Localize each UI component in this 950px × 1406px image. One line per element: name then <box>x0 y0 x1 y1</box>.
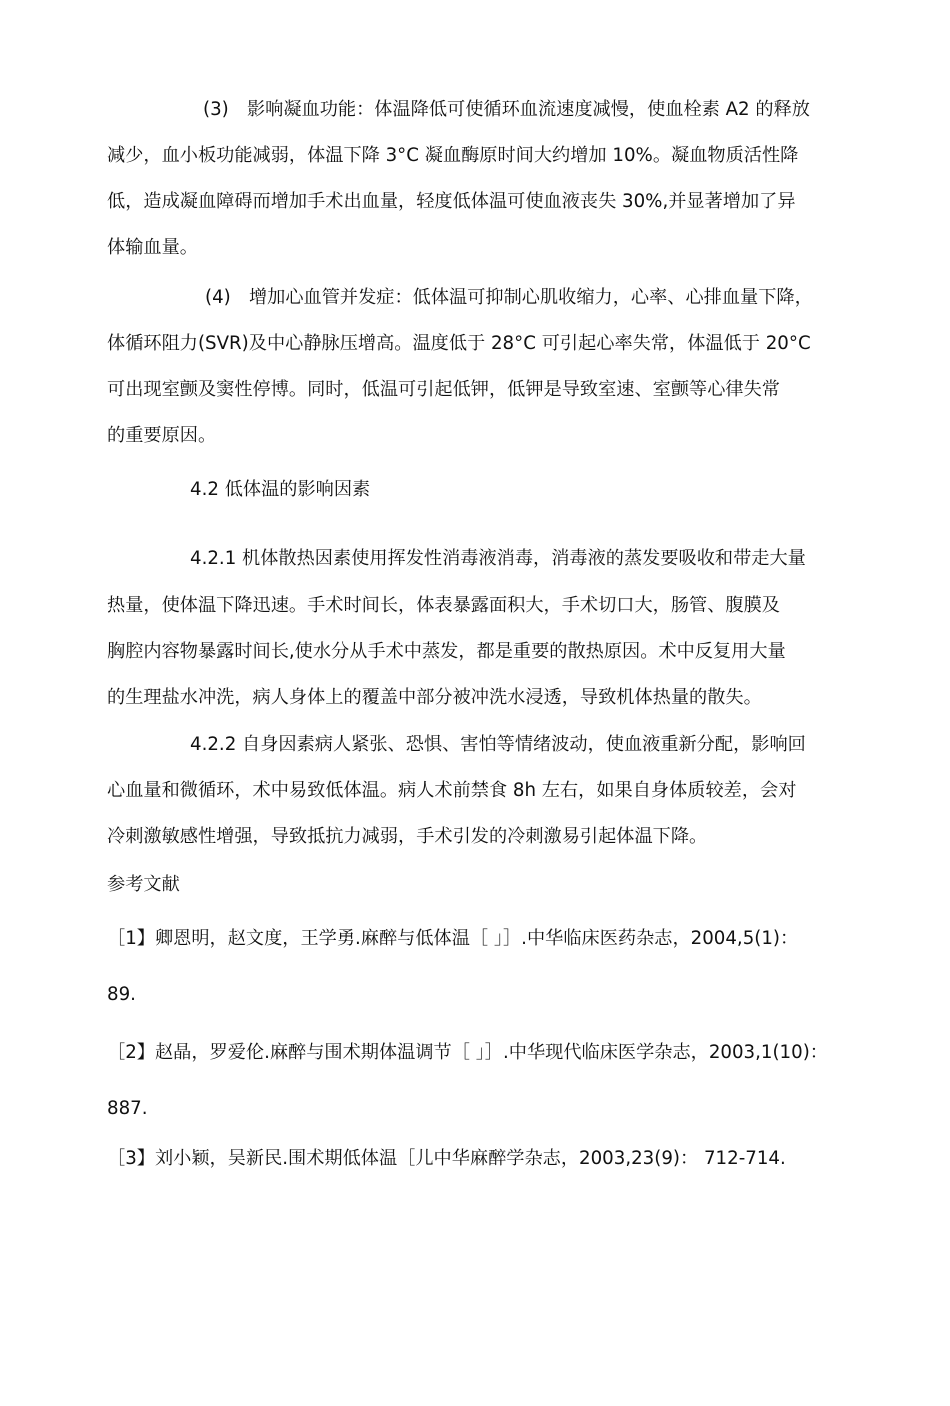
paragraph-421-line-3: 胸腔内容物暴露时间长,使水分从手术中蒸发，都是重要的散热原因。术中反复用大量 <box>107 641 786 662</box>
reference-1-line-2: 89. <box>107 984 136 1005</box>
paragraph-422-line-3: 冷刺激敏感性增强，导致抵抗力减弱，手术引发的冷刺激易引起体温下降。 <box>107 826 708 847</box>
paragraph-4-line-3: 可出现室颤及窦性停博。同时，低温可引起低钾，低钾是导致室速、室颤等心律失常 <box>107 379 780 400</box>
paragraph-4-line-2: 体循环阻力(SVR)及中心静脉压增高。温度低于 28°C 可引起心率失常，体温低于 20°C <box>107 333 811 354</box>
paragraph-3-line-2: 减少，血小板功能减弱，体温下降 3°C 凝血酶原时间大约增加 10%。凝血物质活性降 <box>107 145 799 166</box>
reference-3-line-1: ［3】刘小颖，吴新民.围术期低体温［儿中华麻醉学杂志，2003,23(9)： 712-714. <box>107 1148 786 1169</box>
reference-2-line-1: ［2】赵晶，罗爱伦.麻醉与围术期体温调节［ 」］.中华现代临床医学杂志，2003,1(10)： <box>107 1042 828 1063</box>
paragraph-4-line-4: 的重要原因。 <box>107 425 217 446</box>
paragraph-421-line-4: 的生理盐水冲洗，病人身体上的覆盖中部分被冲洗水浸透，导致机体热量的散失。 <box>107 687 762 708</box>
paragraph-3-line-1: (3) 影响凝血功能：体温降低可使循环血流速度减慢，使血栓素 A2 的释放 <box>203 99 810 120</box>
paragraph-422-line-1: 4.2.2 自身因素病人紧张、恐惧、害怕等情绪波动，使血液重新分配，影响回 <box>190 734 806 755</box>
paragraph-422-line-2: 心血量和微循环，术中易致低体温。病人术前禁食 8h 左右，如果自身体质较差，会对 <box>107 780 797 801</box>
paragraph-3-line-3: 低，造成凝血障碍而增加手术出血量，轻度低体温可使血液丧失 30%,并显著增加了异 <box>107 191 796 212</box>
section-heading: 4.2 低体温的影响因素 <box>190 479 371 500</box>
reference-2-line-2: 887. <box>107 1098 148 1119</box>
paragraph-3-line-4: 体输血量。 <box>107 237 198 258</box>
references-heading: 参考文献 <box>107 874 180 895</box>
paragraph-4-line-1: (4) 增加心血管并发症：低体温可抑制心肌收缩力，心率、心排血量下降， <box>205 287 813 308</box>
paragraph-421-line-1: 4.2.1 机体散热因素使用挥发性消毒液消毒，消毒液的蒸发要吸收和带走大量 <box>190 548 806 569</box>
paragraph-421-line-2: 热量，使体温下降迅速。手术时间长，体表暴露面积大，手术切口大，肠管、腹膜及 <box>107 595 780 616</box>
reference-1-line-1: ［1】卿恩明，赵文度，王学勇.麻醉与低体温［ 」］.中华临床医药杂志，2004,5(1)： <box>107 928 799 949</box>
